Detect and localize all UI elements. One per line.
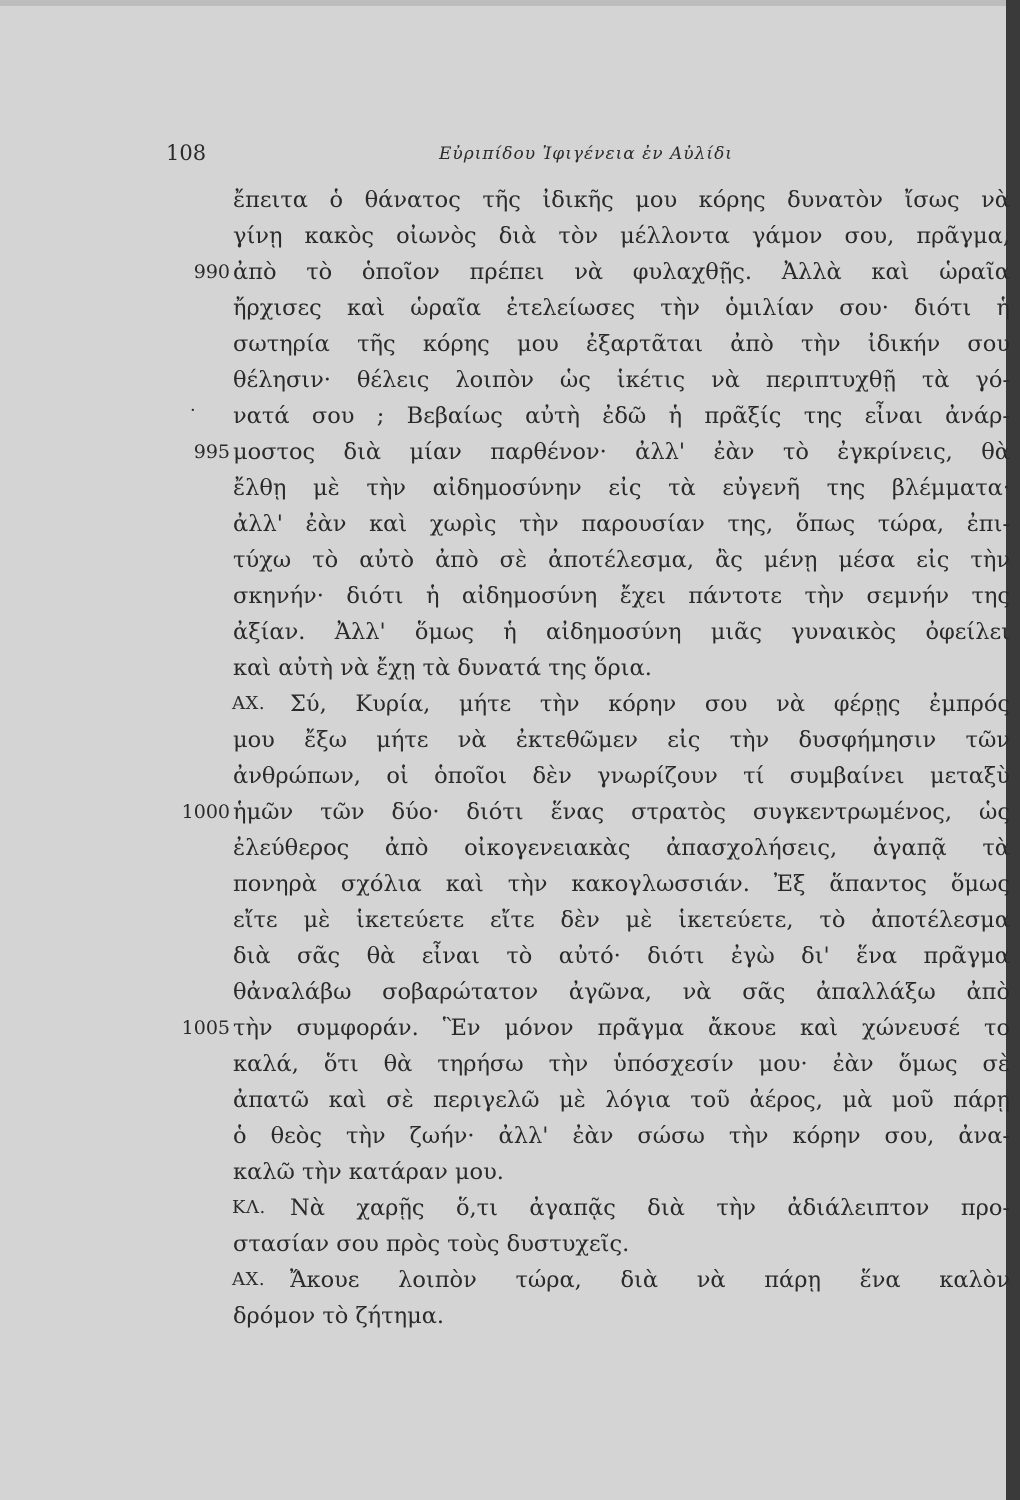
text-line: ἀνθρώπων, οἱ ὁποῖοι δὲν γνωρίζουν τί συμβαίνει μεταξὺ — [233, 763, 1010, 789]
text-line: εἴτε μὲ ἱκετεύετε εἴτε δὲν μὲ ἱκετεύετε, τὸ ἀποτέλεσμα — [233, 907, 1010, 933]
text-line: διὰ σᾶς θὰ εἶναι τὸ αὐτό· διότι ἐγὼ δι' ἕνα πρᾶγμα — [233, 943, 1010, 969]
text-line: τὴν συμφοράν. Ἓν μόνον πρᾶγμα ἄκουε καὶ χώνευσέ το — [233, 1015, 1010, 1041]
text-line: Νὰ χαρῇς ὅ,τι ἀγαπᾷς διὰ τὴν ἀδιάλειπτον προ- — [290, 1195, 1010, 1221]
text-line: ἤρχισες καὶ ὡραῖα ἐτελείωσες τὴν ὁμιλίαν σου· διότι ἡ — [233, 295, 1010, 321]
text-line: καὶ αὐτὴ νὰ ἔχῃ τὰ δυνατά της ὅρια. — [233, 655, 652, 681]
text-line: θέλησιν· θέλεις λοιπὸν ὡς ἱκέτις νὰ περιπτυχθῇ τὰ γό- — [233, 367, 1010, 393]
line-number: 1005 — [181, 1017, 230, 1039]
text-line: καλῶ τὴν κατάραν μου. — [233, 1159, 504, 1185]
text-line: Σύ, Κυρία, μήτε τὴν κόρην σου νὰ φέρῃς ἐμπρός — [290, 691, 1010, 717]
speaker-label: ΑΧ. — [232, 693, 266, 714]
text-line: νατά σου ; Βεβαίως αὐτὴ ἐδῶ ἡ πρᾶξίς της εἶναι ἀνάρ- — [233, 403, 1010, 429]
text-line: ἀλλ' ἐὰν καὶ χωρὶς τὴν παρουσίαν της, ὅπως τώρα, ἐπι- — [233, 511, 1010, 537]
text-line: ἡμῶν τῶν δύο· διότι ἕνας στρατὸς συγκεντρωμένος, ὡς — [233, 799, 1010, 825]
text-line: σκηνήν· διότι ἡ αἰδημοσύνη ἔχει πάντοτε τὴν σεμνήν της — [233, 583, 1010, 609]
text-line: ἀξίαν. Ἀλλ' ὅμως ἡ αἰδημοσύνη μιᾶς γυναικὸς ὀφείλει — [233, 619, 1010, 645]
text-line: ὁ θεὸς τὴν ζωήν· ἀλλ' ἐὰν σώσω τὴν κόρην σου, ἀνα- — [233, 1123, 1010, 1149]
text-line: ἐλεύθερος ἀπὸ οἰκογενειακὰς ἀπασχολήσεις, ἀγαπᾷ τὰ — [233, 835, 1010, 861]
text-line: θἀναλάβω σοβαρώτατον ἀγῶνα, νὰ σᾶς ἀπαλλάξω ἀπὸ — [233, 979, 1010, 1005]
text-line: ἔλθῃ μὲ τὴν αἰδημοσύνην εἰς τὰ εὐγενῆ της βλέμματα· — [233, 475, 1010, 501]
text-line: ἔπειτα ὁ θάνατος τῆς ἰδικῆς μου κόρης δυνατὸν ἴσως νὰ — [233, 187, 1010, 213]
text-line: σωτηρία τῆς κόρης μου ἐξαρτᾶται ἀπὸ τὴν ἰδικήν σου — [233, 331, 1010, 357]
text-line: Ἄκουε λοιπὸν τώρα, διὰ νὰ πάρῃ ἕνα καλὸν — [290, 1267, 1010, 1293]
text-line: μου ἔξω μήτε νὰ ἐκτεθῶμεν εἰς τὴν δυσφήμησιν τῶν — [233, 727, 1010, 753]
text-line: στασίαν σου πρὸς τοὺς δυστυχεῖς. — [233, 1231, 630, 1257]
speaker-label: ΚΛ. — [232, 1197, 266, 1218]
line-number: 995 — [193, 441, 230, 463]
text-line: τύχω τὸ αὐτὸ ἀπὸ σὲ ἀποτέλεσμα, ἂς μένῃ μέσα εἰς τὴν — [233, 547, 1010, 573]
text-line: πονηρὰ σχόλια καὶ τὴν κακογλωσσιάν. Ἐξ ἅπαντος ὅμως — [233, 871, 1010, 897]
page-number: 108 — [166, 141, 207, 165]
text-line: ἀπατῶ καὶ σὲ περιγελῶ μὲ λόγια τοῦ ἀέρος, μὰ μοῦ πάρῃ — [233, 1087, 1010, 1113]
text-line: καλά, ὅτι θὰ τηρήσω τὴν ὑπόσχεσίν μου· ἐὰν ὅμως σὲ — [233, 1051, 1010, 1077]
speaker-label: ΑΧ. — [232, 1269, 266, 1290]
text-line: γίνῃ κακὸς οἰωνὸς διὰ τὸν μέλλοντα γάμον σου, πρᾶγμα, — [233, 223, 1010, 249]
line-number: 990 — [193, 261, 230, 283]
text-line: ἀπὸ τὸ ὁποῖον πρέπει νὰ φυλαχθῇς. Ἀλλὰ καὶ ὡραῖα — [233, 259, 1010, 285]
text-line: δρόμον τὸ ζήτημα. — [233, 1303, 445, 1329]
margin-mark: · — [190, 400, 196, 421]
text-line: μοστος διὰ μίαν παρθένον· ἀλλ' ἐὰν τὸ ἐγκρίνεις, θὰ — [233, 439, 1010, 465]
line-number: 1000 — [181, 801, 230, 823]
running-title: Εὐριπίδου Ἰφιγένεια ἐν Αὐλίδι — [439, 144, 733, 164]
